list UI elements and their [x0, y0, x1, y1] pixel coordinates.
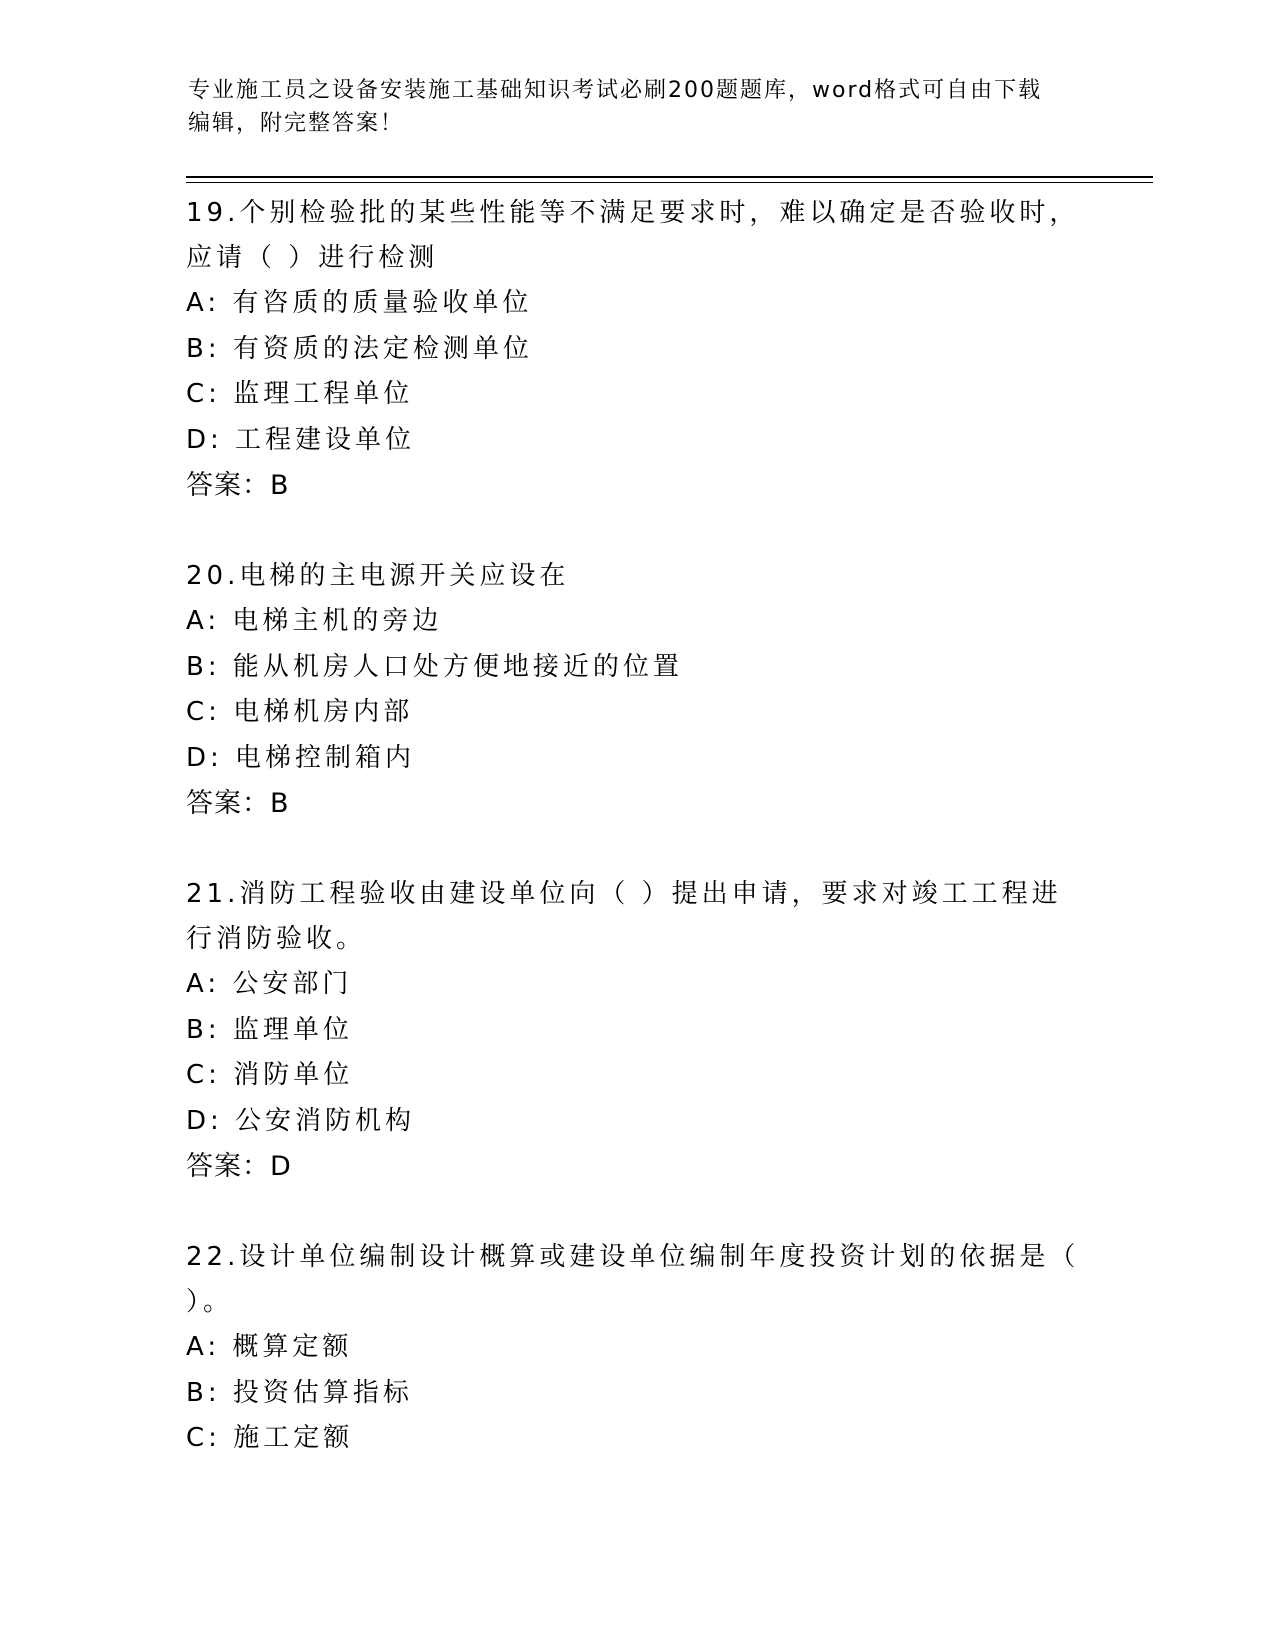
option-text: 有资质的法定检测单位	[232, 333, 533, 364]
option-text: 电梯主机的旁边	[232, 606, 443, 636]
option-text: 公安消防机构	[235, 1105, 416, 1136]
option-label: A:	[186, 288, 221, 318]
question-21	[186, 872, 1086, 1189]
option-d	[186, 1099, 1086, 1145]
question-20	[186, 554, 1086, 826]
option-c	[186, 1053, 1086, 1099]
option-text: 能从机房人口处方便地接近的位置	[232, 651, 683, 682]
answer: 答案：B	[186, 788, 290, 819]
option-text: 施工定额	[233, 1423, 354, 1453]
option-b	[186, 327, 1086, 373]
option-label: D:	[186, 424, 223, 455]
option-label: B:	[186, 333, 221, 364]
option-label: C:	[186, 1060, 221, 1090]
option-c	[186, 1416, 1086, 1462]
question-22	[186, 1235, 1086, 1462]
option-label: B:	[186, 651, 221, 682]
option-text: 监理工程单位	[233, 379, 414, 409]
option-text: 投资估算指标	[232, 1377, 413, 1408]
option-b	[186, 645, 1086, 691]
option-text: 电梯机房内部	[233, 697, 414, 727]
option-b	[186, 1371, 1086, 1417]
option-text: 消防单位	[233, 1060, 354, 1090]
option-text: 监理单位	[232, 1014, 353, 1045]
question-stem: 22.设计单位编制设计概算或建设单位编制年度投资计划的依据是（ ）。	[186, 1242, 1080, 1317]
option-label: D:	[186, 742, 223, 773]
option-label: A:	[186, 1332, 221, 1362]
answer: 答案：B	[186, 470, 290, 501]
question-list	[186, 191, 1086, 1508]
option-text: 有咨质的质量验收单位	[232, 288, 533, 318]
header-divider-thin	[186, 182, 1153, 183]
option-d	[186, 418, 1086, 464]
option-a	[186, 962, 1086, 1008]
option-a	[186, 599, 1086, 645]
question-stem: 19.个别检验批的某些性能等不满足要求时，难以确定是否验收时，应请（ ）进行检测	[186, 198, 1080, 273]
question-stem: 21.消防工程验收由建设单位向（ ）提出申请，要求对竣工工程进行消防验收。	[186, 879, 1062, 954]
option-label: B:	[186, 1377, 221, 1408]
header-divider-thick	[186, 176, 1153, 178]
option-a	[186, 281, 1086, 327]
option-text: 电梯控制箱内	[235, 742, 416, 773]
option-text: 工程建设单位	[235, 424, 416, 455]
option-b	[186, 1008, 1086, 1054]
option-a	[186, 1325, 1086, 1371]
option-text: 概算定额	[232, 1332, 353, 1362]
question-19	[186, 191, 1086, 508]
option-d	[186, 736, 1086, 782]
option-c	[186, 372, 1086, 418]
option-label: C:	[186, 1423, 221, 1453]
option-label: A:	[186, 606, 221, 636]
question-stem: 20.电梯的主电源开关应设在	[186, 561, 570, 591]
option-label: C:	[186, 697, 221, 727]
answer: 答案：D	[186, 1151, 292, 1182]
option-label: A:	[186, 969, 221, 999]
option-label: D:	[186, 1105, 223, 1136]
option-c	[186, 690, 1086, 736]
option-label: B:	[186, 1014, 221, 1045]
option-text: 公安部门	[232, 969, 353, 999]
document-header: 专业施工员之设备安装施工基础知识考试必刷200题题库，word格式可自由下载 编辑，附完整答案！	[188, 78, 1043, 136]
option-label: C:	[186, 379, 221, 409]
